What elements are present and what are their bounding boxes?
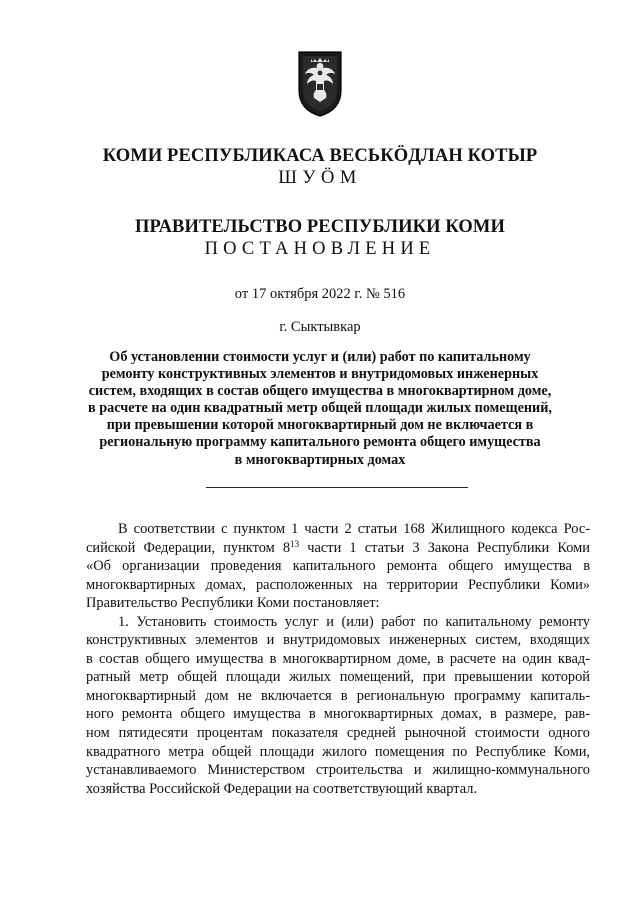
komi-coat-of-arms-emblem [297, 50, 343, 118]
document-date-number: от 17 октября 2022 г. № 516 [234, 286, 406, 302]
title-line: систем, входящих в состав общего имущества в многоквартирном доме, [88, 383, 552, 400]
body-line: хозяйства Российской Федерации на соответствующий квартал. [86, 780, 478, 797]
body-line: многоквартирных домах, расположенных на территории Республики Коми» [86, 576, 590, 593]
body-line: конструктивных элементов и внутридомовых инженерных систем, входящих [86, 632, 590, 649]
body-line: В соответствии с пунктом 1 части 2 статьи 168 Жилищного кодекса Рос- [118, 521, 590, 537]
document-city: г. Сыктывкар [279, 319, 361, 335]
title-line: в расчете на один квадратный метр общей площади жилых помещений, [88, 400, 552, 417]
body-line: ратный метр общей площади жилых помещений, при превышении которой [86, 669, 590, 686]
body-line: Правительство Республики Коми постановляет: [86, 595, 380, 612]
title-line: в многоквартирных домах [234, 451, 406, 468]
document-title [60, 349, 580, 469]
header-komi-title: КОМИ РЕСПУБЛИКАСА ВЕСЬКӦДЛАН КОТЫР [102, 146, 538, 166]
title-line: региональную программу капитального ремонта общего имущества [99, 434, 541, 451]
body-line: квадратного метра общей площади жилого помещения по Республике Коми, [86, 743, 590, 760]
header-resolution-label: ПОСТАНОВЛЕНИЕ [204, 239, 436, 259]
title-line: при превышении которой многоквартирный дом не включается в [106, 417, 534, 434]
document-body [86, 520, 590, 798]
body-line: многоквартирный дом не включается в региональную программу капиталь- [86, 687, 590, 704]
body-line: ном пятидесяти процентам показателя средней рыночной стоимости одного [86, 725, 590, 742]
body-line-part: части 1 статьи 3 Закона Республики Коми [299, 539, 590, 556]
body-line: «Об организации проведения капитального ремонта общего имущества в [86, 558, 590, 575]
body-line: в состав общего имущества в многоквартирном доме, в расчете на один квад- [86, 650, 590, 667]
body-line-part: сийской Федерации, пунктом 8 [86, 539, 291, 556]
body-line: ного ремонта общего имущества в многоквартирных домах, в размере, рав- [86, 706, 590, 723]
body-line [86, 539, 590, 558]
header-government-title: ПРАВИТЕЛЬСТВО РЕСПУБЛИКИ КОМИ [135, 217, 505, 237]
body-line: устанавливаемого Министерством строительства и жилищно-коммунального [86, 762, 590, 779]
body-line: 1. Установить стоимость услуг и (или) работ по капитальному ремонту [118, 613, 590, 630]
header-komi-subtitle: ШУӦМ [278, 168, 362, 188]
title-line: ремонту конструктивных элементов и внутридомовых инженерных [101, 366, 539, 383]
title-line: Об установлении стоимости услуг и (или) работ по капитальному [109, 349, 531, 365]
title-divider [206, 487, 468, 488]
superscript-number: 13 [290, 538, 300, 549]
